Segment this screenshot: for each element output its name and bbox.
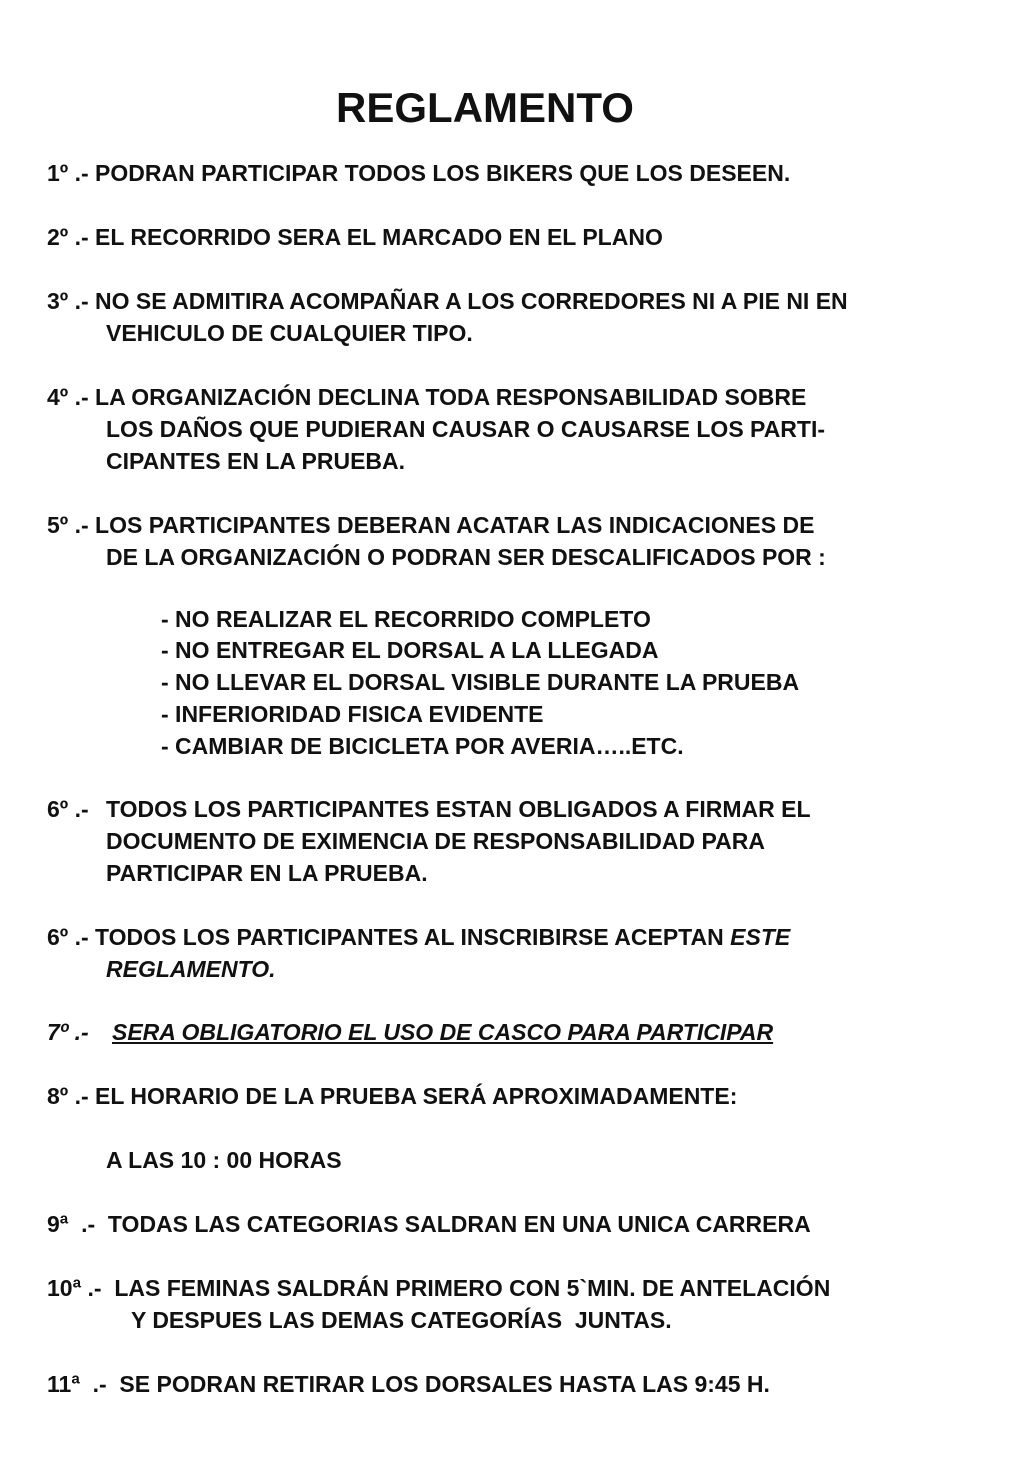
rule-8-time: A LAS 10 : 00 HORAS — [106, 1147, 342, 1173]
rule-6b-line-1 — [47, 921, 790, 953]
rule-8: 8º .- EL HORARIO DE LA PRUEBA SERÁ APROXIMADAMENTE: — [47, 1083, 738, 1109]
rule-11: 11ª .- SE PODRAN RETIRAR LOS DORSALES HASTA LAS 9:45 H. — [47, 1371, 770, 1397]
rule-3-line-1: 3º .- NO SE ADMITIRA ACOMPAÑAR A LOS CORREDORES NI A PIE NI EN — [47, 288, 848, 314]
rule-4-line-2: LOS DAÑOS QUE PUDIERAN CAUSAR O CAUSARSE LOS PARTI- — [106, 416, 826, 442]
rule-6a-line-2: DOCUMENTO DE EXIMENCIA DE RESPONSABILIDAD PARA — [106, 828, 765, 854]
rule-5-line-1: 5º .- LOS PARTICIPANTES DEBERAN ACATAR LAS INDICACIONES DE — [47, 512, 815, 538]
rule-6a-number: 6º .- — [47, 796, 89, 822]
rule-5-item: - NO LLEVAR EL DORSAL VISIBLE DURANTE LA PRUEBA — [161, 669, 800, 695]
rule-5-item: - CAMBIAR DE BICICLETA POR AVERIA…..ETC. — [161, 733, 684, 759]
document-title: REGLAMENTO — [336, 84, 634, 131]
rule-10-line-2: Y DESPUES LAS DEMAS CATEGORÍAS JUNTAS. — [131, 1307, 672, 1333]
rule-2: 2º .- EL RECORRIDO SERA EL MARCADO EN EL PLANO — [47, 224, 663, 250]
rule-1: 1º .- PODRAN PARTICIPAR TODOS LOS BIKERS QUE LOS DESEEN. — [47, 160, 791, 186]
rule-9: 9ª .- TODAS LAS CATEGORIAS SALDRAN EN UNA UNICA CARRERA — [47, 1211, 811, 1237]
rule-5-item: - NO ENTREGAR EL DORSAL A LA LLEGADA — [161, 637, 659, 663]
rule-5-item: - INFERIORIDAD FISICA EVIDENTE — [161, 701, 544, 727]
rule-10-line-1: 10ª .- LAS FEMINAS SALDRÁN PRIMERO CON 5`MIN. DE ANTELACIÓN — [47, 1275, 831, 1301]
rule-6b-text: 6º .- TODOS LOS PARTICIPANTES AL INSCRIBIRSE ACEPTAN — [47, 924, 731, 950]
rule-7-number: 7º .- — [47, 1019, 89, 1045]
rule-5-item: - NO REALIZAR EL RECORRIDO COMPLETO — [161, 606, 651, 632]
rule-7-text: SERA OBLIGATORIO EL USO DE CASCO PARA PARTICIPAR — [112, 1019, 774, 1045]
rule-4-line-3: CIPANTES EN LA PRUEBA. — [106, 448, 406, 474]
rule-6b-italic: ESTE — [730, 924, 791, 950]
rule-6a-line-1: TODOS LOS PARTICIPANTES ESTAN OBLIGADOS A FIRMAR EL — [106, 796, 811, 822]
rule-6b-line-2: REGLAMENTO. — [106, 956, 276, 982]
rule-4-line-1: 4º .- LA ORGANIZACIÓN DECLINA TODA RESPONSABILIDAD SOBRE — [47, 384, 807, 410]
rule-6a-line-3: PARTICIPAR EN LA PRUEBA. — [106, 860, 428, 886]
rule-5-line-2: DE LA ORGANIZACIÓN O PODRAN SER DESCALIFICADOS POR : — [106, 544, 826, 570]
rule-3-line-2: VEHICULO DE CUALQUIER TIPO. — [106, 320, 473, 346]
